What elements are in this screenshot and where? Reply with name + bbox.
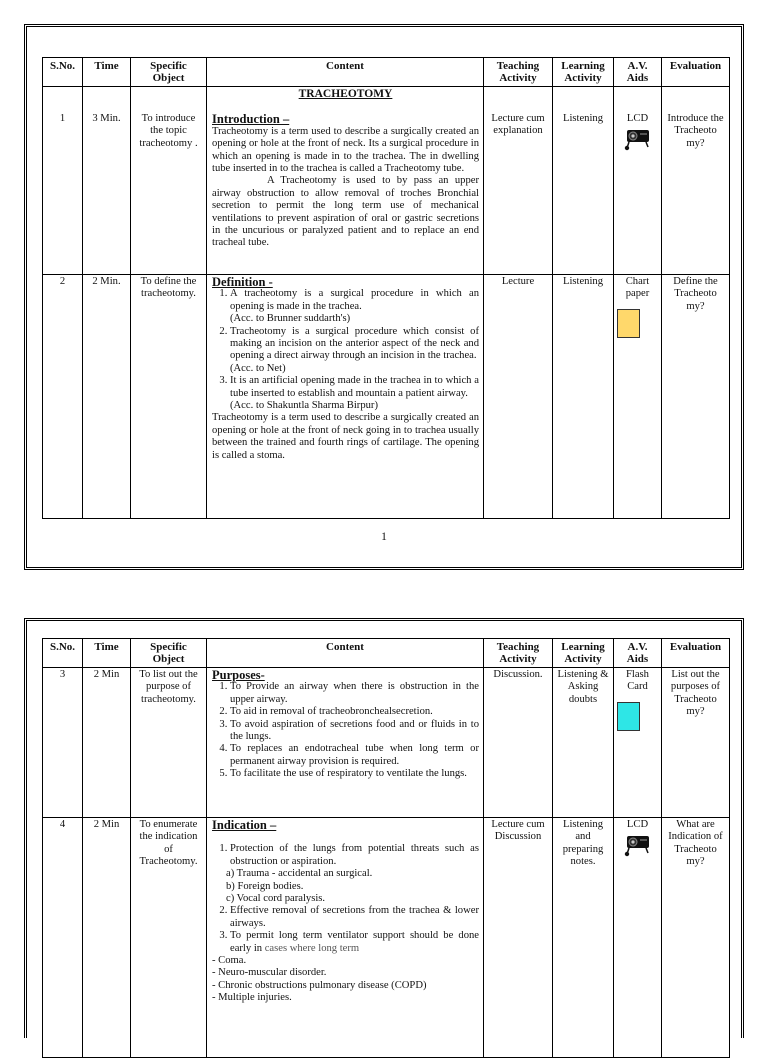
table-row	[43, 818, 730, 1058]
list-item: 1. To Provide an airway when there is obstruction in the upper airway.	[230, 681, 479, 706]
indication-text: Protection of the lungs from potential threats such as obstruction or aspiration.	[230, 843, 479, 867]
header-objective: Specific Object	[131, 58, 207, 87]
header-row	[43, 639, 730, 668]
header-sno: S.No.	[43, 58, 83, 87]
row-aid	[614, 87, 662, 275]
header-teaching: Teaching Activity	[484, 639, 553, 668]
header-aids: A.V. Aids	[614, 58, 662, 87]
row-teaching: Lecture cum Discussion	[484, 818, 553, 1058]
row-objective: To define the tracheotomy.	[131, 275, 207, 519]
definition-text: Tracheotomy is a surgical procedure which consist of making an incision on the anterior aspect of the neck and opening a direct airway through an incision in the trachea.	[230, 325, 479, 362]
section-title: Introduction –	[212, 112, 290, 127]
row-time: 2 Min	[83, 668, 131, 818]
row-aid	[614, 818, 662, 1058]
row-evaluation: What are Indication of Tracheoto my?	[662, 818, 730, 1058]
row-objective: To enumerate the indication of Tracheotomy.	[131, 818, 207, 1058]
header-evaluation: Evaluation	[662, 58, 730, 87]
indication-list	[212, 843, 479, 955]
row-teaching: Lecture	[484, 275, 553, 519]
list-item: 2. To aid in removal of tracheobronchealsecretion.	[230, 706, 479, 718]
definition-text: A tracheotomy is a surgical procedure in which an opening is made in the trachea.	[230, 288, 479, 312]
aid-label: Flash Card	[626, 669, 649, 693]
sub-item: c) Vocal cord paralysis.	[226, 893, 326, 905]
intro-paragraph-1: Tracheotomy is a term used to describe a surgically created an opening or hole at the front of neck. Its a surgical procedure in which an opening is made in to the trachea. The in dwelling tube inserted in to the trachea is called a Tracheotomy tube.	[212, 125, 479, 175]
header-sno: S.No.	[43, 639, 83, 668]
header-learning: Learning Activity	[553, 58, 614, 87]
row-learning: Listening	[553, 275, 614, 519]
list-item	[226, 843, 479, 905]
definition-ref: (Acc. to Net)	[230, 362, 286, 374]
list-item	[230, 930, 479, 955]
header-evaluation: Evaluation	[662, 639, 730, 668]
list-item	[230, 326, 479, 376]
list-item: 2. Effective removal of secretions from the trachea & lower airways.	[230, 905, 479, 930]
page-2	[24, 618, 744, 1038]
row-teaching: Discussion.	[484, 668, 553, 818]
header-content: Content	[207, 58, 484, 87]
row-learning: Listening and preparing notes.	[553, 818, 614, 1058]
header-objective: Specific Object	[131, 639, 207, 668]
row-evaluation: List out the purposes of Tracheoto my?	[662, 668, 730, 818]
row-teaching: Lecture cum explanation	[484, 87, 553, 275]
list-item	[230, 288, 479, 325]
list-item	[230, 375, 479, 412]
projector-icon	[624, 833, 652, 857]
header-content: Content	[207, 639, 484, 668]
list-item: 5. To facilitate the use of respiratory to ventilate the lungs.	[230, 768, 479, 780]
dash-item: - Multiple injuries.	[212, 992, 292, 1004]
sub-list	[226, 868, 479, 905]
row-learning: Listening & Asking doubts	[553, 668, 614, 818]
row-aid	[614, 668, 662, 818]
topic-title: TRACHEOTOMY	[298, 88, 393, 100]
row-sno: 3	[43, 668, 83, 818]
header-time: Time	[83, 58, 131, 87]
row-time: 3 Min.	[83, 87, 131, 275]
definition-ref: (Acc. to Shakuntla Sharma Birpur)	[230, 400, 378, 412]
section-title: Definition -	[212, 275, 273, 289]
dash-item: - Chronic obstructions pulmonary disease (COPD)	[212, 979, 427, 991]
table-row	[43, 668, 730, 818]
dash-item: - Neuro-muscular disorder.	[212, 967, 327, 979]
list-item: 4. To replaces an endotracheal tube when long term or permanent airway provision is required.	[230, 743, 479, 768]
definition-ref: (Acc. to Brunner suddarth's)	[230, 313, 351, 325]
row-content	[207, 818, 484, 1058]
projector-icon	[624, 127, 652, 151]
definition-text: It is an artificial opening made in the trachea in to which a tube inserted to establish and mountain a patient airway.	[230, 375, 479, 399]
row-objective: To introduce the topic tracheotomy .	[131, 87, 207, 275]
page-1	[24, 24, 744, 570]
indication-text: To permit long term ventilator support should be done early in	[230, 930, 479, 954]
definition-closing: Tracheotomy is a term used to describe a surgically created an opening or hole at the front of neck going in to trachea usually between the trained and fourth rings of cartilage. The opening is called a stoma.	[212, 412, 479, 461]
row-sno: 4	[43, 818, 83, 1058]
row-learning: Listening	[553, 87, 614, 275]
list-item: 3. To avoid aspiration of secretions food and or fluids in to the lungs.	[230, 719, 479, 744]
row-time: 2 Min.	[83, 275, 131, 519]
lesson-plan-table-1	[42, 57, 730, 519]
header-learning: Learning Activity	[553, 639, 614, 668]
sub-item: a) Trauma - accidental an surgical.	[226, 868, 373, 880]
intro-paragraph-2: A Tracheotomy is used to by pass an upper airway obstruction to allow removal of troches Bronchial secretion to permit the long term use of mechanical ventilations to prevent aspiration of oral or gastric secretions in the uncurious or paralyzed patient and to replace an end tracheal tube.	[212, 175, 479, 249]
page-number: 1	[381, 531, 387, 543]
section-title: Purposes-	[212, 668, 265, 682]
sub-item: b) Foreign bodies.	[226, 880, 304, 892]
row-sno: 1	[43, 87, 83, 275]
definition-list	[212, 288, 479, 412]
row-content	[207, 87, 484, 275]
aid-label: Chart paper	[625, 276, 650, 300]
header-teaching: Teaching Activity	[484, 58, 553, 87]
table-row	[43, 275, 730, 519]
flash-card-swatch	[617, 702, 640, 731]
aid-label: LCD	[626, 113, 649, 124]
section-title: Indication –	[212, 818, 277, 832]
header-time: Time	[83, 639, 131, 668]
indication-text-tail: cases where long term	[264, 942, 360, 954]
row-content	[207, 275, 484, 519]
table-row	[43, 87, 730, 275]
row-time: 2 Min	[83, 818, 131, 1058]
lesson-plan-table-2	[42, 638, 730, 1058]
row-aid	[614, 275, 662, 519]
row-sno: 2	[43, 275, 83, 519]
row-evaluation: Define the Tracheoto my?	[662, 275, 730, 519]
aid-label: LCD	[626, 819, 649, 830]
dash-item: - Coma.	[212, 955, 247, 967]
purposes-list	[212, 681, 479, 780]
row-evaluation: Introduce the Tracheoto my?	[662, 87, 730, 275]
header-aids: A.V. Aids	[614, 639, 662, 668]
chart-paper-swatch	[617, 309, 640, 338]
header-row	[43, 58, 730, 87]
row-content	[207, 668, 484, 818]
row-objective: To list out the purpose of tracheotomy.	[131, 668, 207, 818]
